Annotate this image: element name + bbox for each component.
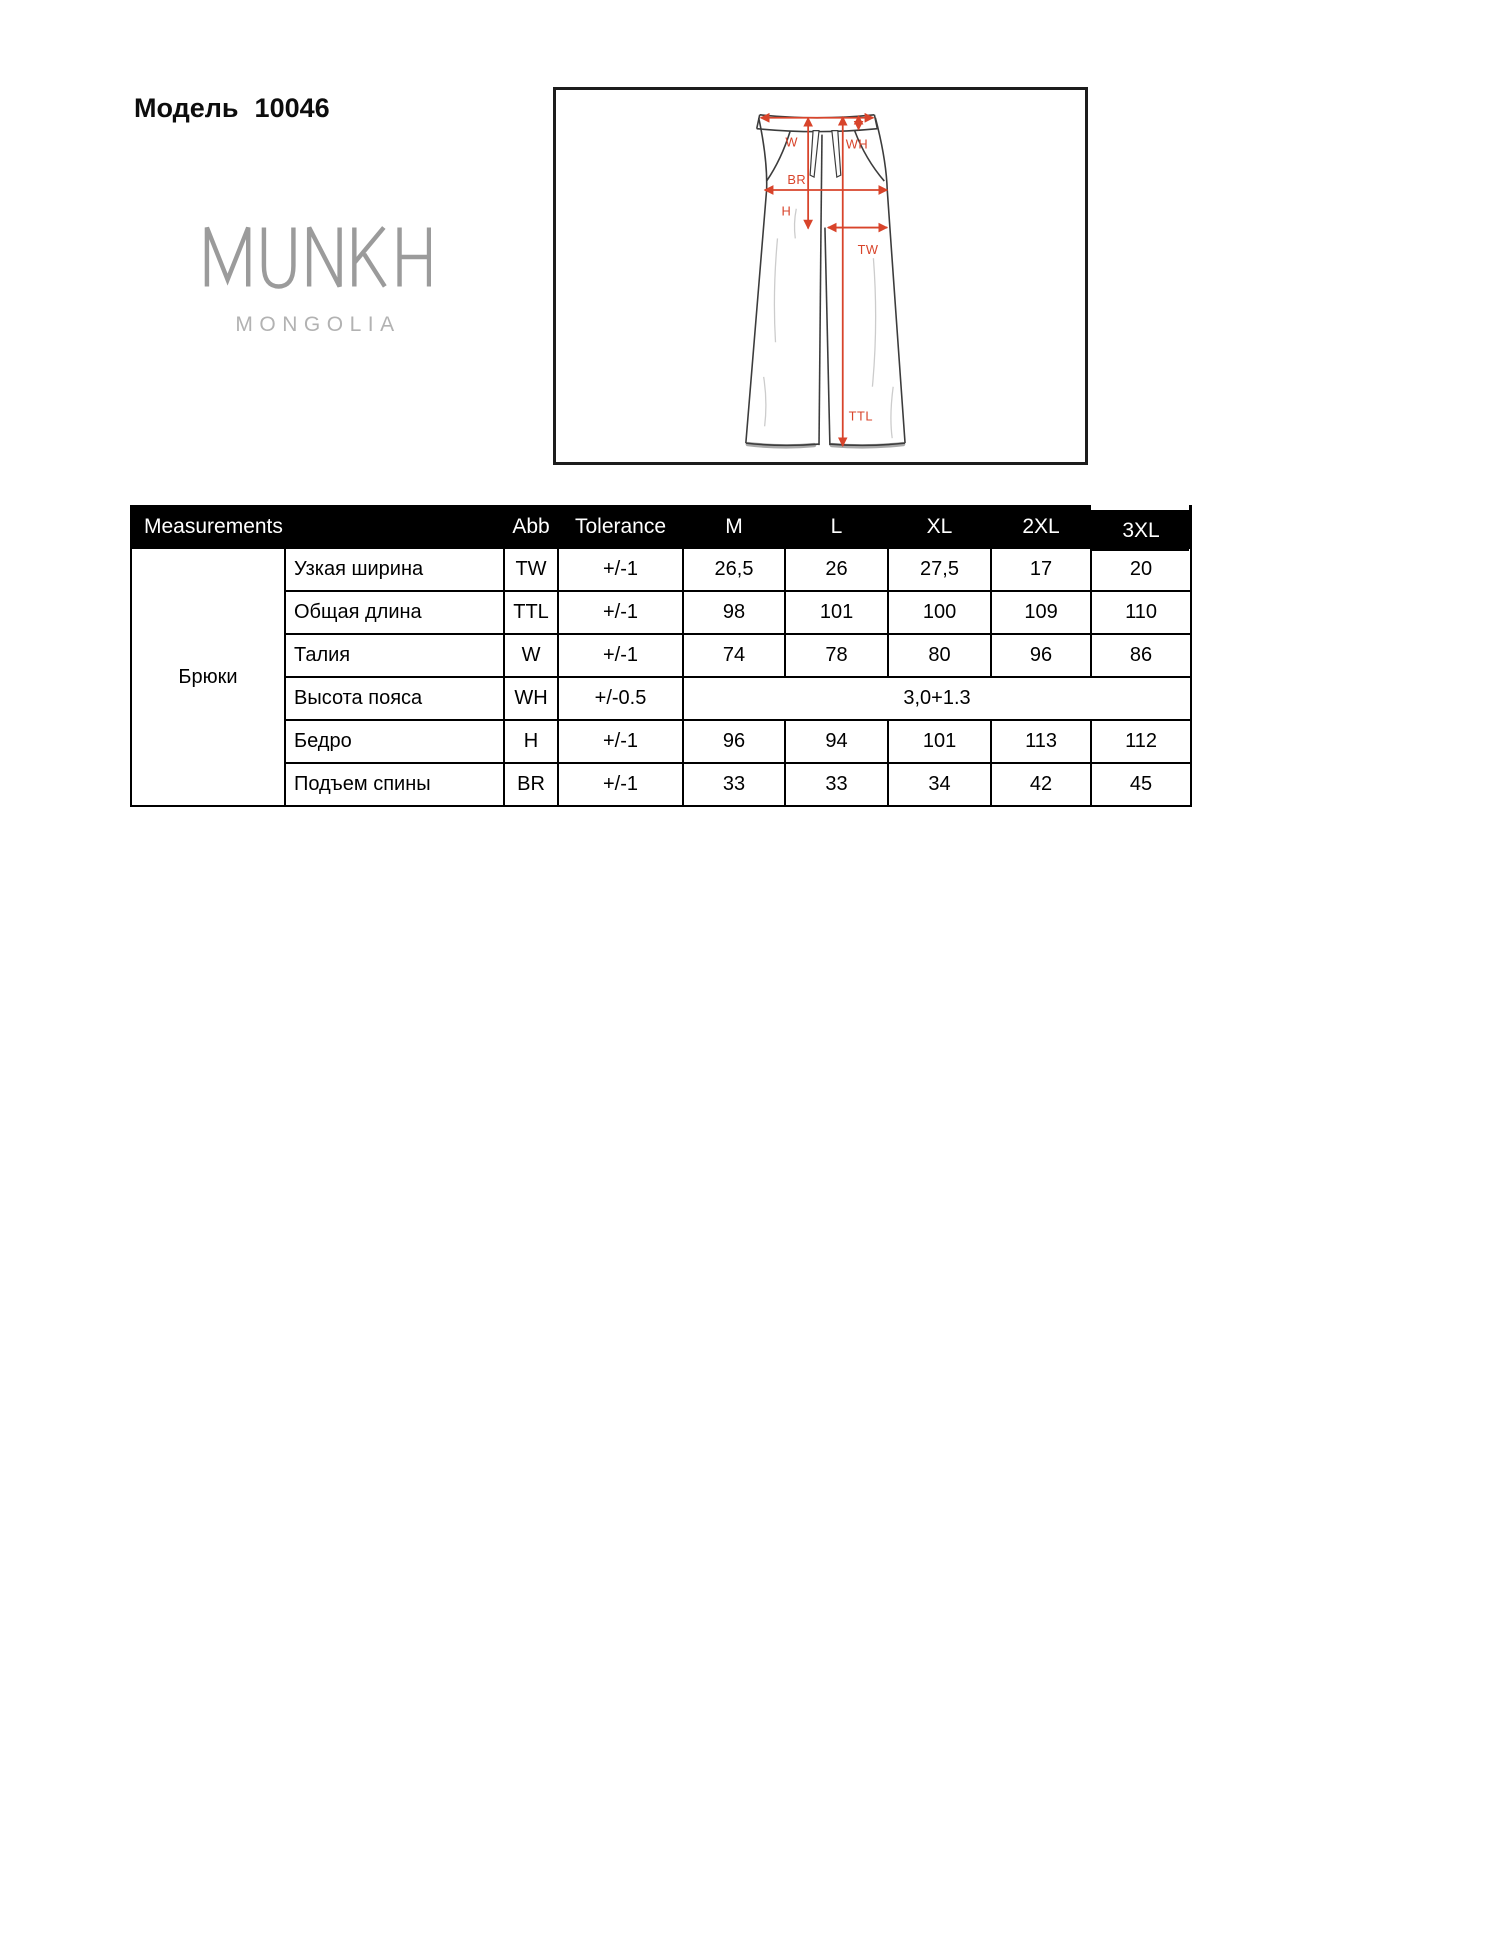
header-tolerance: Tolerance [558,506,683,548]
measurement-label-w: W [785,134,799,150]
crease-line [891,387,893,438]
header-size-3xl: 3XL [1091,506,1191,548]
header-size-l: L [785,506,888,548]
value-cell-xl: 80 [888,634,991,677]
table-row [131,548,1191,591]
table-header-row [131,506,1191,548]
front-fly-seam [821,135,822,228]
measurements-table [130,505,1192,807]
logo-letter-k [354,228,384,287]
measurement-label-h: H [781,203,792,219]
measurement-name-cell: Высота пояса [285,677,504,720]
value-cell-l: 78 [785,634,888,677]
crease-line [774,238,777,342]
header-size-m: M [683,506,785,548]
value-cell-l: 33 [785,763,888,806]
table-row [131,634,1191,677]
drawstring-right [832,131,841,177]
left-inseam [819,228,821,446]
abb-cell: WH [504,677,558,720]
tolerance-cell: +/-1 [558,548,683,591]
merged-value-cell: 3,0+1.3 [683,677,1191,720]
crease-line [872,258,875,387]
crease-line [764,377,766,426]
tolerance-cell: +/-1 [558,591,683,634]
logo-letter-n [309,228,339,287]
header-step-artifact-black [1091,545,1189,551]
value-cell-xl: 27,5 [888,548,991,591]
crease-line [794,209,796,239]
drawstring-left [810,131,819,177]
value-cell-2xl: 113 [991,720,1091,763]
value-cell-xl: 34 [888,763,991,806]
value-cell-2xl: 109 [991,591,1091,634]
table-row [131,763,1191,806]
value-cell-3xl: 110 [1091,591,1191,634]
measurement-label-wh: WH [845,136,869,152]
tolerance-cell: +/-0.5 [558,677,683,720]
page-title [134,93,330,124]
value-cell-xl: 100 [888,591,991,634]
value-cell-2xl: 42 [991,763,1091,806]
value-cell-2xl: 96 [991,634,1091,677]
logo-letter-u [264,228,293,287]
logo-letter-h [400,228,429,287]
table-row [131,720,1191,763]
abb-cell: H [504,720,558,763]
measurement-label-tw: TW [857,242,879,258]
value-cell-3xl: 112 [1091,720,1191,763]
brand-subtitle: MONGOLIA [235,313,401,336]
value-cell-m: 98 [683,591,785,634]
right-inseam [825,228,830,446]
garment-diagram-box [553,87,1088,465]
model-number: 10046 [254,93,330,123]
header-step-artifact-white [1091,505,1189,510]
tolerance-cell: +/-1 [558,763,683,806]
pants-technical-drawing [556,90,1085,462]
value-cell-m: 33 [683,763,785,806]
value-cell-3xl: 45 [1091,763,1191,806]
value-cell-m: 96 [683,720,785,763]
measurement-name-cell: Бедро [285,720,504,763]
header-size-xl: XL [888,506,991,548]
value-cell-l: 26 [785,548,888,591]
value-cell-m: 74 [683,634,785,677]
measurement-label-ttl: TTL [848,408,874,424]
tolerance-cell: +/-1 [558,720,683,763]
model-label: Модель [134,93,239,123]
value-cell-2xl: 17 [991,548,1091,591]
table-row [131,677,1191,720]
value-cell-xl: 101 [888,720,991,763]
tolerance-cell: +/-1 [558,634,683,677]
header-size-2xl: 2XL [991,506,1091,548]
measurement-label-br: BR [787,172,807,188]
logo-letter-m [207,228,248,287]
measurement-name-cell: Подъем спины [285,763,504,806]
abb-cell: W [504,634,558,677]
left-outseam [746,118,767,443]
value-cell-m: 26,5 [683,548,785,591]
header-measurements: Measurements [131,506,504,548]
abb-cell: TTL [504,591,558,634]
measurement-name-cell: Талия [285,634,504,677]
value-cell-l: 101 [785,591,888,634]
header-abb: Abb [504,506,558,548]
value-cell-l: 94 [785,720,888,763]
value-cell-3xl: 20 [1091,548,1191,591]
measurement-name-cell: Общая длина [285,591,504,634]
abb-cell: BR [504,763,558,806]
value-cell-3xl: 86 [1091,634,1191,677]
abb-cell: TW [504,548,558,591]
right-outseam [875,118,905,443]
garment-group-cell: Брюки [131,548,285,806]
measurement-name-cell: Узкая ширина [285,548,504,591]
table-row [131,591,1191,634]
brand-wordmark-munkh [203,224,431,290]
